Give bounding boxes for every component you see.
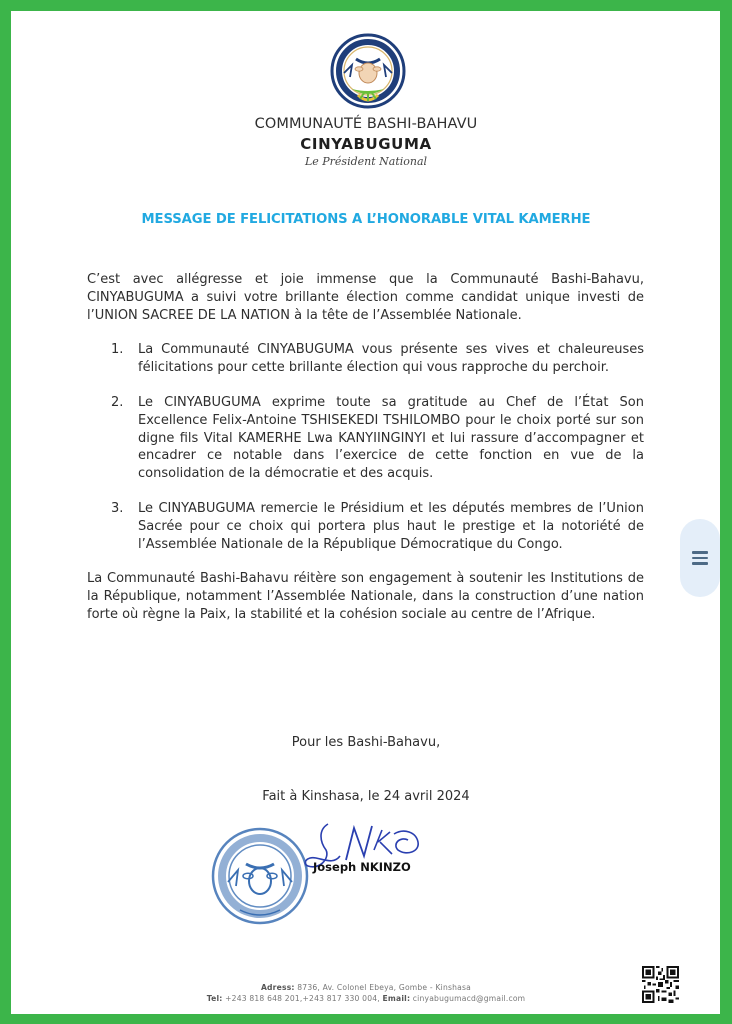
address-value: 8736, Av. Colonel Ebeya, Gombe - Kinshasa [294,983,472,992]
list-item [87,500,644,553]
menu-button[interactable] [680,519,720,597]
footer-contact [0,994,732,1003]
org-subname: CINYABUGUMA [300,135,432,153]
email-label: Email: [382,994,411,1003]
list-item [87,394,644,483]
closing-place-date: Fait à Kinshasa, le 24 avril 2024 [262,789,470,804]
tel-value: +243 818 648 201,+243 817 330 004, [222,994,383,1003]
org-role: Le Président National [304,155,428,168]
signer-name: Joseph NKINZO [313,860,411,874]
conclusion-paragraph: La Communauté Bashi-Bahavu réitère son engagement à soutenir les Institutions de la République, notamment l’Assemblée Nationale, dans la construction d’une nation forte où règne la Paix, la stabilité et la cohésion sociale au centre de l’Afrique. [87,571,644,622]
email-value: cinyabugumacd@gmail.com [410,994,526,1003]
intro-paragraph: C’est avec allégresse et joie immense que la Communauté Bashi-Bahavu, CINYABUGUMA a suivi votre brillante élection comme candidat unique investi de l’UNION SACREE DE LA NATION à la tête de l’Assemblée Nationale. [87,272,644,323]
stamp-icon [210,826,310,926]
list-number: 3. [111,500,124,516]
qr-code-icon [642,966,679,1003]
list-text: Le CINYABUGUMA exprime toute sa gratitude au Chef de l’État Son Excellence Felix-Antoine TSHISEKEDI TSHILOMBO pour le choix porté sur son digne fils Vital KAMERHE Lwa KANYIINGINYI et lui rassure d’accompagner et encadrer ce notable dans l’exercice de cette fonction en vue de la consolidation de la démocratie et des acquis. [138,394,644,482]
list-number: 2. [111,394,124,410]
list-text: La Communauté CINYABUGUMA vous présente ses vives et chaleureuses félicitations pour cette brillante élection qui vous rapproche du perchoir. [138,342,644,376]
closing-for: Pour les Bashi-Bahavu, [291,735,441,750]
list-item [87,341,644,377]
document-body [87,271,644,641]
list-number: 1. [111,342,124,358]
document-title: MESSAGE DE FELICITATIONS A L’HONORABLE VITAL KAMERHE [141,212,591,227]
address-label: Adress: [260,983,295,992]
footer-address [0,983,732,992]
hamburger-menu-icon [692,551,708,565]
tel-label: Tel: [206,994,223,1003]
list-text: Le CINYABUGUMA remercie le Présidium et les députés membres de l’Union Sacrée pour ce choix qui portera plus haut le prestige et la notoriété de l’Assemblée Nationale de la République Démocratique du Congo. [138,500,644,552]
org-name: COMMUNAUTÉ BASHI-BAHAVU [254,116,478,132]
association-logo [330,33,406,109]
